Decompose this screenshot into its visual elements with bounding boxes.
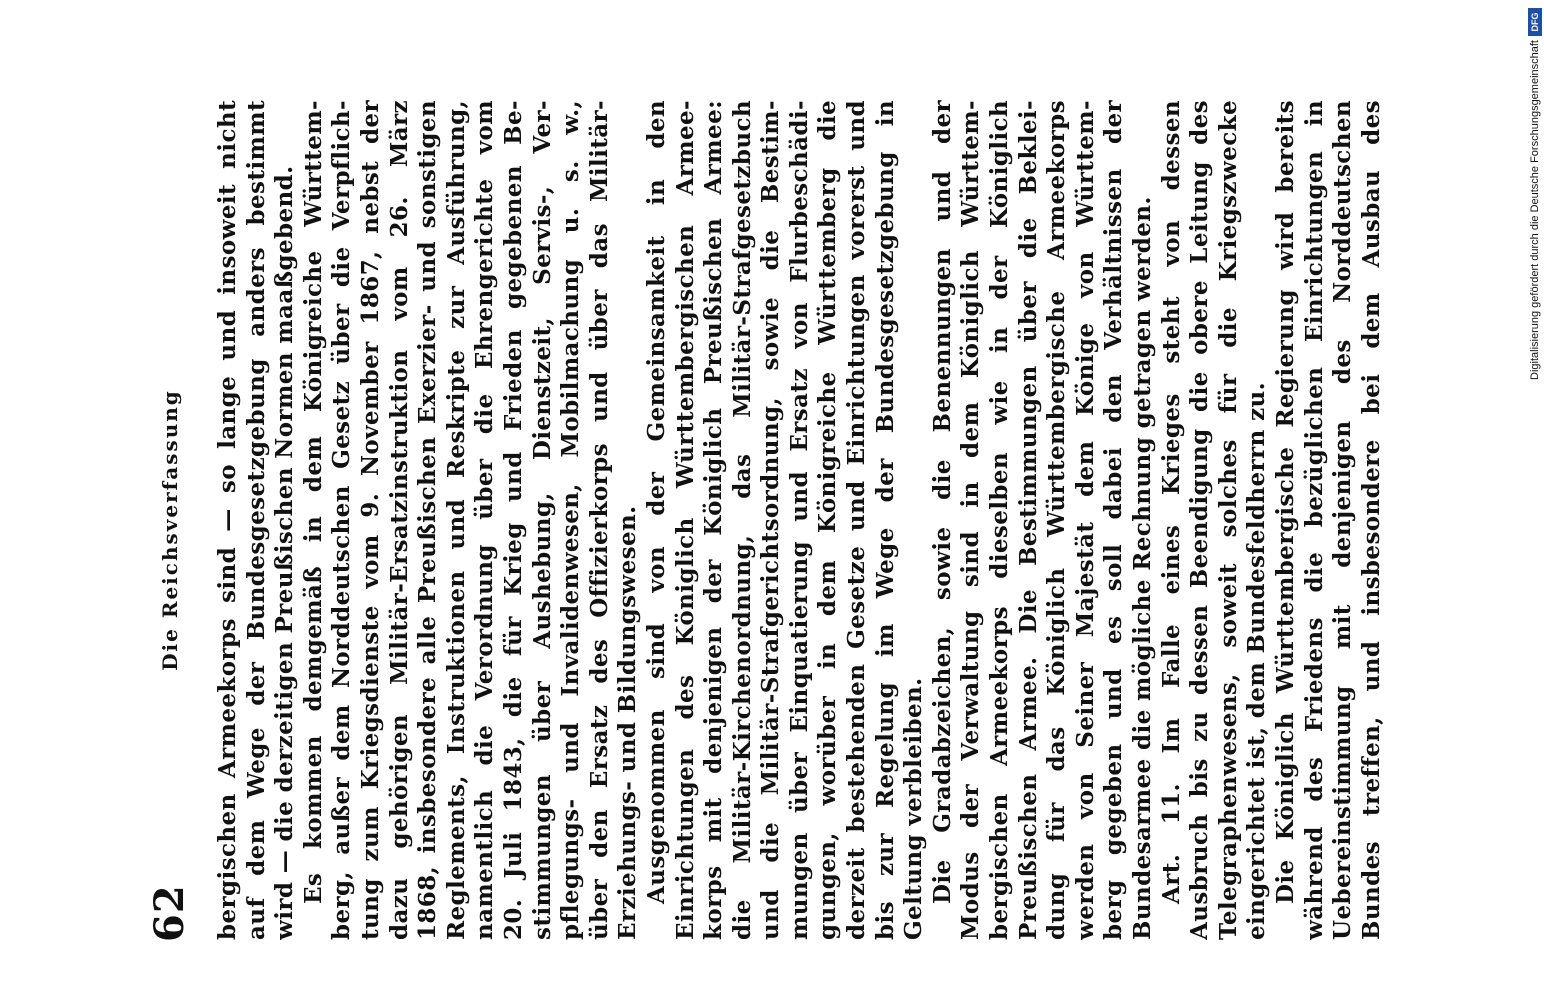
running-head: Die Reichsverfassung	[158, 389, 182, 671]
text-line: Preußischen Armee. Die Bestimmungen über die Beklei-	[1014, 100, 1042, 940]
text-line: namentlich die Verordnung über die Ehrengerichte vom	[471, 100, 499, 940]
text-line: wird — die derzeitigen Preußischen Normen maaßgebend.	[271, 165, 299, 940]
text-line: Die Königlich Württembergische Regierung wird bereits	[1271, 100, 1299, 904]
text-line: tung zum Kriegsdienste vom 9. November 1867, nebst der	[356, 100, 384, 940]
text-line: 1868, insbesondere alle Preußischen Exerzier- und sonstigen	[414, 100, 442, 940]
text-line: Bundesarmee die mögliche Rechnung getragen werden.	[1129, 196, 1156, 940]
text-line: pflegungs- und Invalidenwesen, Mobilmachung u. s. w.,	[557, 100, 585, 940]
text-line: dazu gehörigen Militär-Ersatzinstruktion vom 26. März	[385, 100, 413, 940]
text-line: Art. 11. Im Falle eines Krieges steht von dessen	[1157, 100, 1185, 904]
text-line: berg, außer dem Norddeutschen Gesetz über die Verpflich-	[328, 100, 356, 940]
text-line: werden von Seiner Majestät dem Könige von Württem-	[1071, 100, 1099, 940]
text-line: Ausgenommen sind von der Gemeinsamkeit in den	[642, 100, 670, 904]
text-line: bergischen Armeekorps dieselben wie in der Königlich	[986, 100, 1014, 940]
page-number: 62	[146, 884, 193, 942]
text-line: die Militär-Kirchenordnung, das Militär-Strafgesetzbuch	[728, 100, 756, 940]
text-line: Die Gradabzeichen, sowie die Benennungen und der	[928, 100, 956, 904]
text-line: eingerichtet ist, dem Bundesfeldherrn zu.	[1243, 381, 1271, 940]
text-line: Einrichtungen des Königlich Württembergischen Armee-	[671, 100, 699, 940]
body-text	[214, 100, 1386, 940]
credit-inner	[1526, 8, 1544, 408]
text-line: über den Ersatz des Offizierkorps und über das Militär-	[585, 100, 613, 940]
text-line: bergischen Armeekorps sind — so lange und insoweit nicht	[214, 100, 241, 940]
page-header	[140, 80, 200, 980]
text-line: derzeit bestehenden Gesetze und Einrichtungen vorerst und	[843, 100, 871, 940]
text-line: dung für das Königlich Württembergische Armeekorps	[1043, 100, 1071, 940]
text-line: Telegraphenwesens, soweit solches für die Kriegszwecke	[1214, 100, 1242, 940]
text-line: Uebereinstimmung mit denjenigen des Norddeutschen	[1329, 100, 1357, 940]
text-line: bis zur Regelung im Wege der Bundesgesetzgebung in	[871, 100, 899, 940]
text-line: Es kommen demgemäß in dem Königreiche Württem-	[299, 100, 327, 904]
text-line: auf dem Wege der Bundesgesetzgebung anders bestimmt	[242, 100, 270, 940]
text-line: mungen über Einquatierung und Ersatz von Flurbeschädi-	[785, 100, 813, 940]
text-line: Reglements, Instruktionen und Reskripte zur Ausführung,	[442, 100, 470, 940]
rotated-document-page	[130, 80, 1390, 980]
text-line: Ausbruch bis zu dessen Beendigung die obere Leitung des	[1186, 100, 1214, 940]
text-line: stimmungen über Aushebung, Dienstzeit, Servis-, Ver-	[528, 100, 556, 940]
text-line: und die Militär-Strafgerichtsordnung, sowie die Bestim-	[757, 100, 785, 940]
text-line: Geltung verbleiben.	[900, 677, 928, 940]
text-line: Bundes treffen, und insbesondere bei dem Ausbau des	[1357, 100, 1385, 940]
text-line: korps mit denjenigen der Königlich Preußischen Armee:	[700, 100, 728, 940]
text-line: berg gegeben und es soll dabei den Verhältnissen der	[1100, 100, 1128, 940]
text-line: Modus der Verwaltung sind in dem Königlich Württem-	[957, 100, 985, 940]
text-line: gungen, worüber in dem Königreiche Württemberg die	[814, 100, 842, 940]
digitization-credit	[1526, 8, 1544, 408]
text-line: Erziehungs- und Bildungswesen.	[614, 505, 642, 940]
dfg-logo-icon: DFG	[1528, 8, 1542, 36]
text-line: während des Friedens die bezüglichen Einrichtungen in	[1300, 100, 1328, 940]
text-line: 20. Juli 1843, die für Krieg und Frieden gegebenen Be-	[499, 100, 527, 940]
credit-text: Digitalisierung gefördert durch die Deutsche Forschungsgemeinschaft	[1529, 40, 1541, 380]
